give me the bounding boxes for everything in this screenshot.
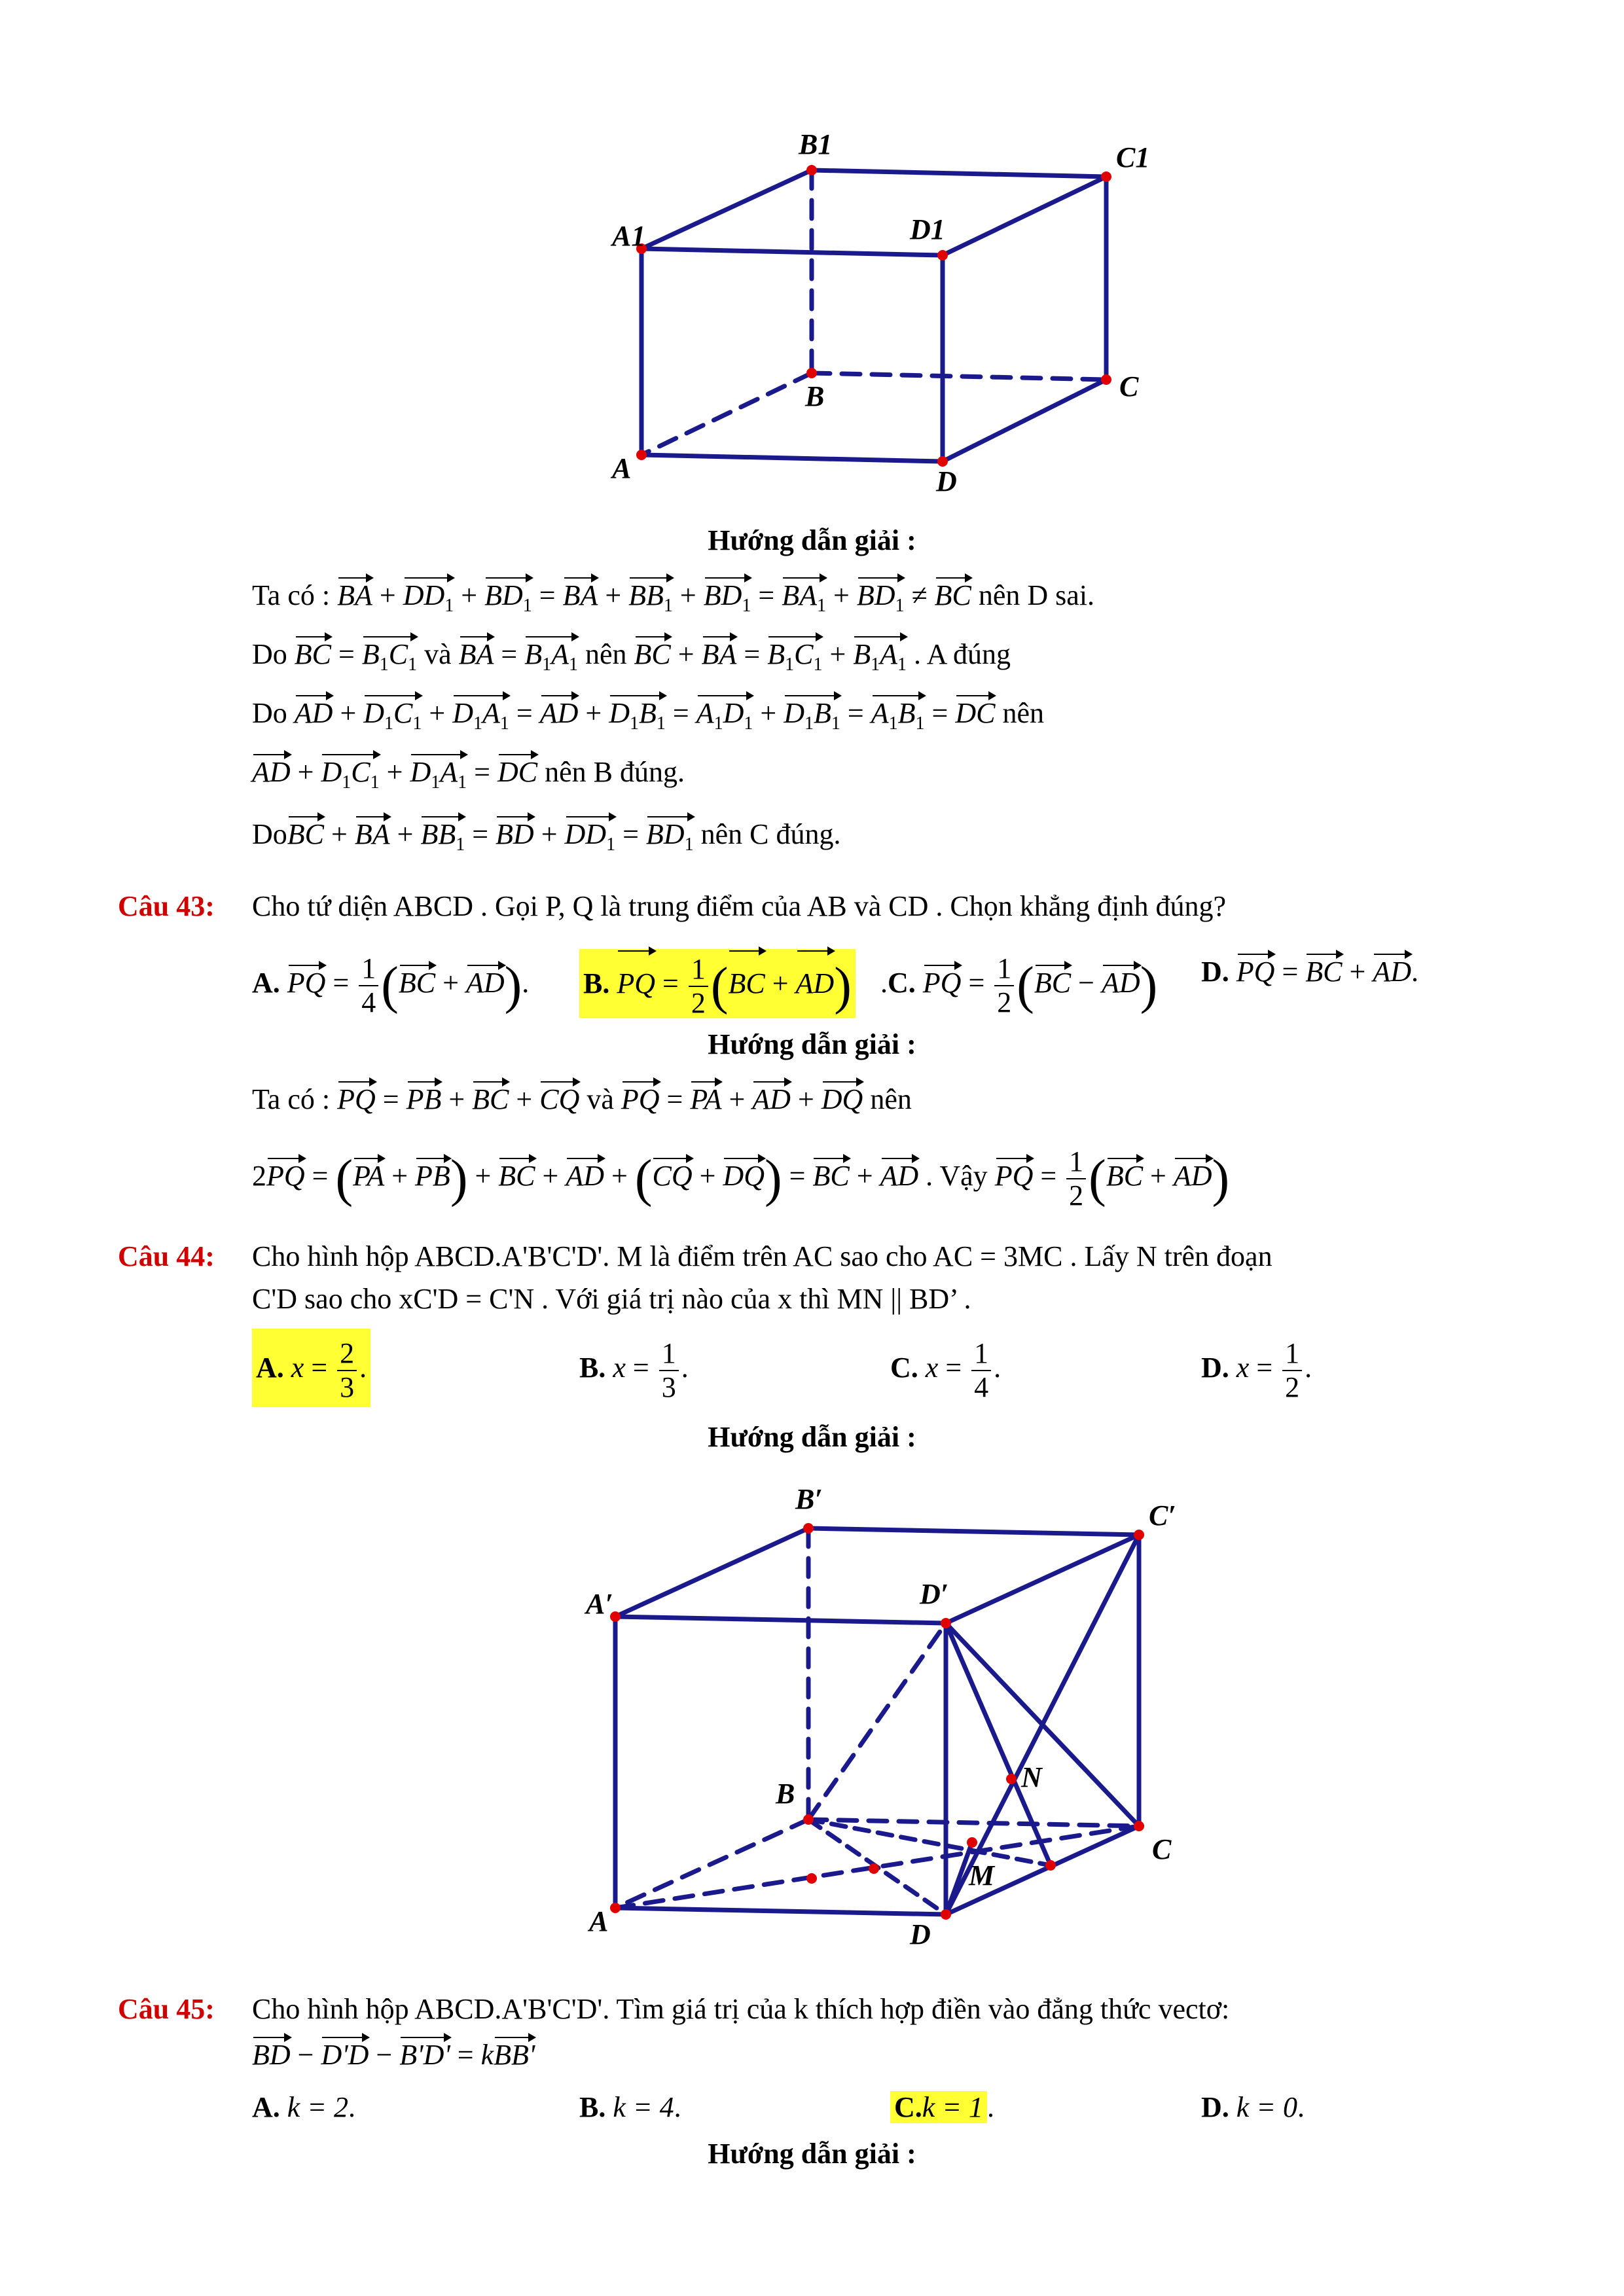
q45-option-c-value: k = 1 <box>922 2091 984 2123</box>
q43-solution-line2: 2PQ = (PA + PB) + BC + AD + (CQ + DQ) = BC + AD . Vậy PQ = $\frac{1}{2}$ (BC + AD) <box>252 1145 1230 1211</box>
q44-option-c-num: 1 <box>971 1337 991 1371</box>
q44-question-line1: Cho hình hộp ABCD.A'B'C'D'. M là điểm trên AC sao cho AC = 3MC . Lấy N trên đoạn <box>252 1240 1272 1272</box>
label-C1: C1 <box>1116 141 1150 173</box>
q43-question: Cho tứ diện ABCD . Gọi P, Q là trung điểm của AB và CD . Chọn khẳng định đúng? <box>252 890 1227 922</box>
q43-sol-conclude: . Vậy <box>926 1160 988 1193</box>
q44-option-b-letter: B. <box>579 1352 606 1384</box>
label-A-2: A <box>589 1905 609 1937</box>
q44-option-b-den: 3 <box>661 1371 676 1403</box>
q43-heading: Hướng dẫn giải : <box>708 1028 916 1060</box>
label-A-prime: A′ <box>586 1588 613 1620</box>
q45-option-a-value: k = 2 <box>287 2091 349 2123</box>
figure-box-1 <box>589 124 1178 517</box>
q43-sol-then: nên <box>870 1083 912 1115</box>
q44-option-a-letter: A. <box>256 1352 284 1384</box>
q45-option-a-letter: A. <box>252 2091 280 2123</box>
q44-option-d-letter: D. <box>1201 1352 1229 1384</box>
q44-option-b-num: 1 <box>659 1337 679 1371</box>
q44-label: Câu 44: <box>118 1240 215 1272</box>
q43-option-b[interactable]: B. PQ = $\frac{1}{2}$ (BC + AD) <box>579 949 856 1018</box>
q43-option-d-letter: D. <box>1201 956 1229 988</box>
q45-option-b-value: k = 4 <box>613 2091 674 2123</box>
q43-solution-line1: Ta có : PQ = PB + BC + CQ và PQ = PA + AD + DQ nên <box>252 1080 912 1119</box>
q45-question: Cho hình hộp ABCD.A'B'C'D'. Tìm giá trị của k thích hợp điền vào đẳng thức vectơ: <box>252 1993 1230 2025</box>
q44-option-d[interactable]: D. x = $\frac{1}{2}$ . <box>1201 1336 1312 1403</box>
q44-option-b[interactable]: B. x = $\frac{1}{3}$ . <box>579 1336 689 1403</box>
q44-option-c[interactable]: C. x = $\frac{1}{4}$ . <box>890 1336 1001 1403</box>
solution1-line3: Do AD + $D_1C_1 + D_1A_1$ = AD + $D_1B_1 = A_1D_1 + D_1B_1 = A_1B_1$ = DC nên <box>252 694 1044 744</box>
solution1-line1: Ta có : BA + $DD_1 + BD_1$ = BA + $BB_1 + BD_1 = BA_1 + BD_1$ ≠ BC nên D sai. <box>252 576 1094 626</box>
label-B1: B1 <box>799 128 833 160</box>
label-D-2: D <box>910 1918 931 1950</box>
label-A: A <box>612 452 632 484</box>
q44-option-d-num: 1 <box>1282 1337 1302 1371</box>
q44-option-c-den: 4 <box>974 1371 989 1403</box>
q43-option-a[interactable]: A. PQ = $\frac{1}{4}$ (BC + AD). <box>252 952 530 1018</box>
line4-suffix: nên B đúng. <box>545 756 685 788</box>
line5-suffix: nên C đúng. <box>700 818 841 850</box>
q44-option-d-den: 2 <box>1285 1371 1300 1403</box>
q45-equation: BD − D'D − B'D' = kBB' <box>252 2036 535 2075</box>
q45-label: Câu 45: <box>118 1993 215 2025</box>
q43-option-b-letter: B. <box>583 967 610 999</box>
line2-prefix: Do <box>252 638 287 670</box>
line5-prefix: Do <box>252 818 287 850</box>
line2-and: và <box>424 638 452 670</box>
label-B-prime: B′ <box>795 1483 823 1515</box>
q43-option-a-letter: A. <box>252 967 280 999</box>
q43-option-d[interactable]: D. PQ = BC + AD. <box>1201 952 1418 992</box>
label-D-prime: D′ <box>920 1578 949 1610</box>
label-M: M <box>969 1859 995 1892</box>
q43-option-c-letter: C. <box>888 967 916 999</box>
label-A1: A1 <box>612 220 646 252</box>
line3-suffix: nên <box>1002 697 1044 729</box>
q43-sol-and: và <box>586 1083 614 1115</box>
label-C-2: C <box>1152 1833 1172 1865</box>
q43-label-text: Câu 43: <box>118 890 215 922</box>
q45-option-d-value: k = 0 <box>1236 2091 1298 2123</box>
label-B: B <box>805 380 825 412</box>
q44-option-a-num: 2 <box>337 1337 357 1371</box>
q44-option-a-den: 3 <box>340 1371 355 1403</box>
q43-option-c[interactable]: .C. PQ = $\frac{1}{2}$ (BC − AD) <box>880 952 1158 1018</box>
solution1-heading: Hướng dẫn giải : <box>708 524 916 556</box>
solution1-line5: DoBC + BA + $BB_1$ = BD + $DD_1 = BD_1$ nên C đúng. <box>252 815 840 865</box>
line2-then: nên <box>585 638 627 670</box>
label-N: N <box>1021 1761 1042 1793</box>
q43-sol-prefix: Ta có : <box>252 1083 331 1115</box>
line2-suffix: . A đúng <box>914 638 1011 670</box>
q44-option-a[interactable]: A. x = $\frac{2}{3}$ . <box>252 1329 370 1407</box>
q45-option-c[interactable]: C.k = 1 . <box>890 2088 994 2127</box>
q45-option-b[interactable]: B. k = 4. <box>579 2091 681 2123</box>
label-D: D <box>936 465 957 497</box>
q45-option-b-letter: B. <box>579 2091 606 2123</box>
line1-suffix: nên D sai. <box>978 579 1095 611</box>
solution1-line2: Do BC = $B_1C_1$ và BA = $B_1A_1$ nên BC + BA = $B_1C_1 + B_1A_1$ . A đúng <box>252 635 1011 685</box>
q45-option-c-highlight <box>890 2091 987 2123</box>
figure-box-2 <box>576 1473 1204 1970</box>
q44-heading: Hướng dẫn giải : <box>708 1421 916 1453</box>
label-D1: D1 <box>910 213 945 245</box>
line3-prefix: Do <box>252 697 287 729</box>
line1-prefix: Ta có : <box>252 579 331 611</box>
label-C: C <box>1119 370 1139 403</box>
solution1-line4: AD + $D_1C_1 + D_1A_1$ = DC nên B đúng. <box>252 753 685 802</box>
q45-option-d[interactable]: D. k = 0. <box>1201 2091 1305 2123</box>
q45-heading: Hướng dẫn giải : <box>708 2138 916 2170</box>
label-B-2: B <box>776 1778 795 1810</box>
q45-option-d-letter: D. <box>1201 2091 1229 2123</box>
q44-option-c-letter: C. <box>890 1352 918 1384</box>
q44-question-line2: C'D sao cho xC'D = C'N . Với giá trị nào của x thì MN || BD’ . <box>252 1283 971 1315</box>
q45-option-a[interactable]: A. k = 2. <box>252 2091 356 2123</box>
label-C-prime: C′ <box>1149 1499 1176 1532</box>
q45-option-c-letter: C. <box>894 2091 922 2123</box>
